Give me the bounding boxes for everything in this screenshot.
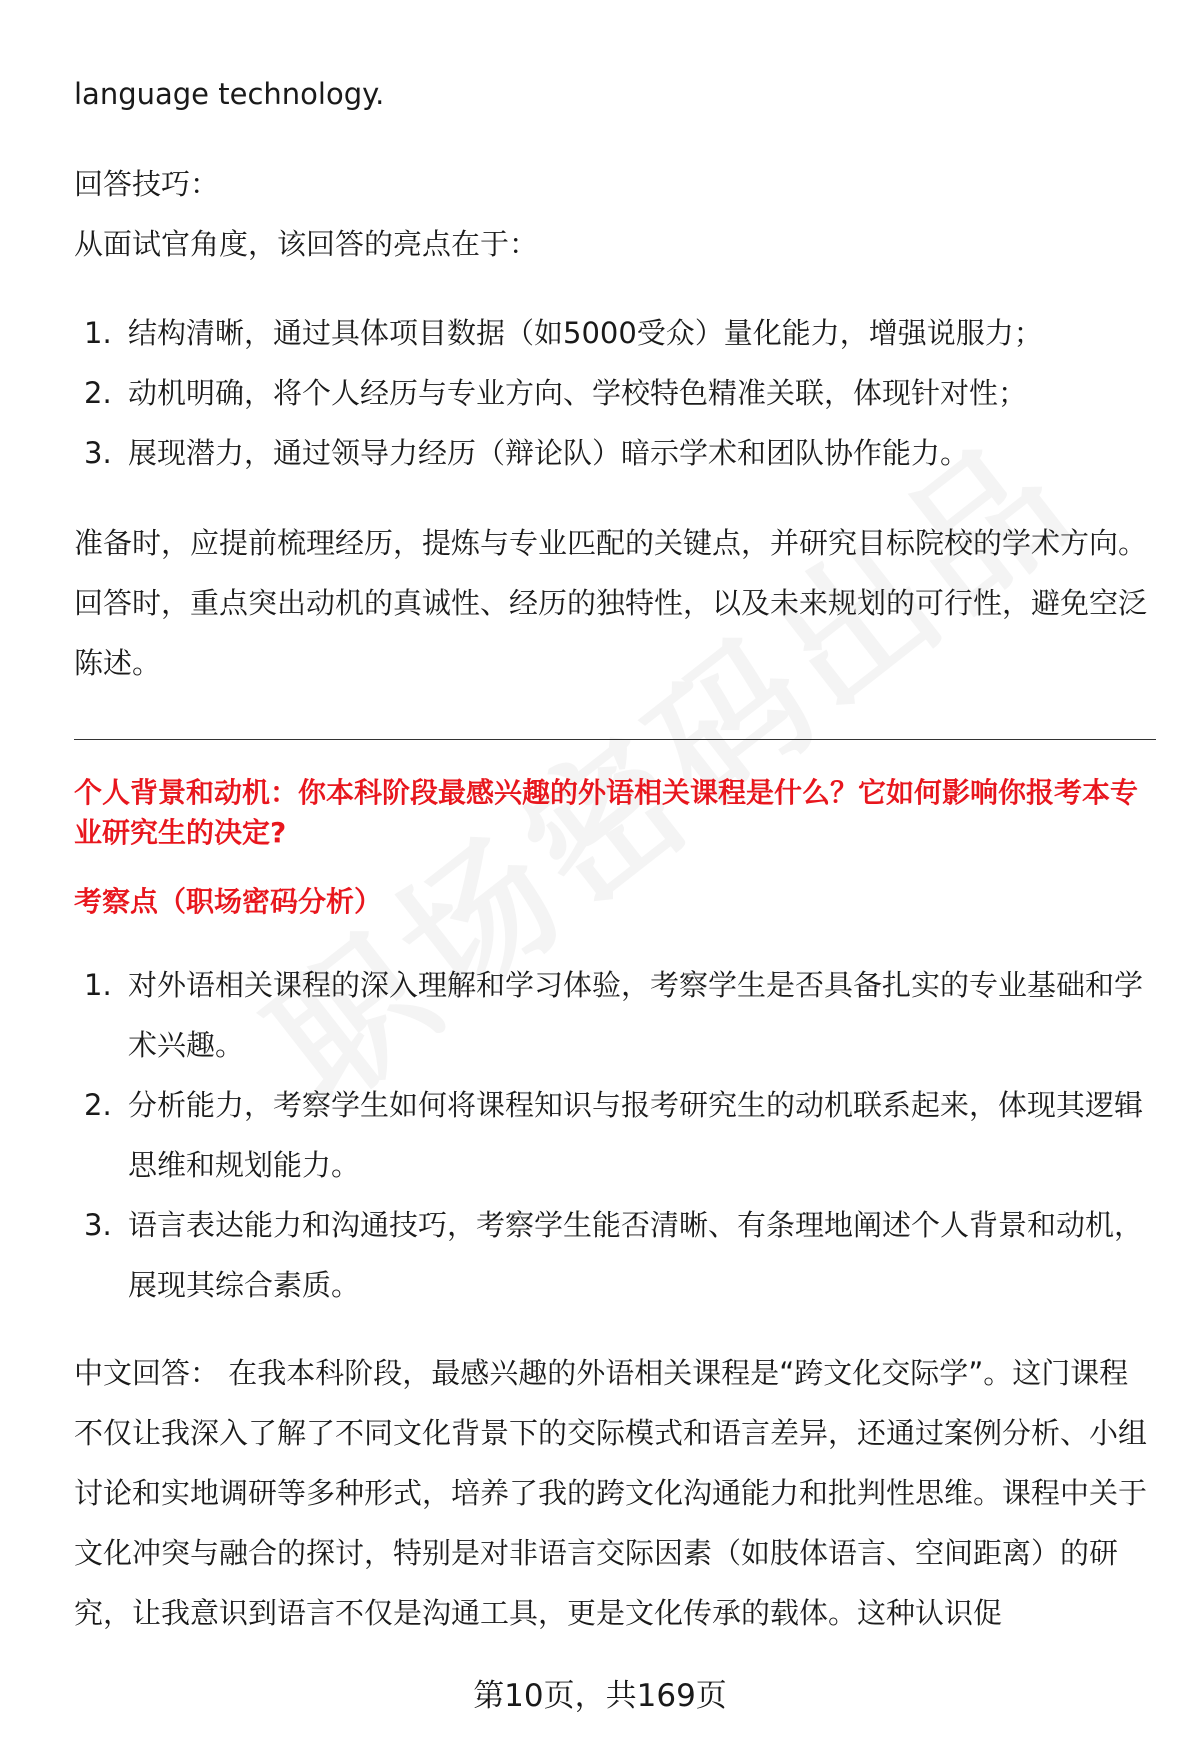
list-item: 2. 分析能力，考察学生如何将课程知识与报考研究生的动机联系起来，体现其逻辑思维和规划能力。 bbox=[84, 1088, 1144, 1182]
section-divider bbox=[74, 739, 1156, 740]
list-item: 1. 对外语相关课程的深入理解和学习体验，考察学生是否具备扎实的专业基础和学术兴趣。 bbox=[84, 968, 1144, 1062]
list-item: 3. 语言表达能力和沟通技巧，考察学生能否清晰、有条理地阐述个人背景和动机，展现其综合素质。 bbox=[84, 1208, 1144, 1302]
answer-text: 中文回答： 在我本科阶段，最感兴趣的外语相关课程是“跨文化交际学”。这门课程不仅让我深入了解了不同文化背景下的交际模式和语言差异，还通过案例分析、小组讨论和实地调研等多种形式，培养了我的跨文化沟通能力和批判性思维。课程中关于文化冲突与融合的探讨，特别是对非语言交际因素（如肢体语言、空间距离）的研究，让我意识到语言不仅是沟通工具，更是文化传承的载体。这种认识促 bbox=[74, 1356, 1148, 1630]
tips-advice: 准备时，应提前梳理经历，提炼与专业匹配的关键点，并研究目标院校的学术方向。回答时，重点突出动机的真诚性、经历的独特性，以及未来规划的可行性，避免空泛陈述。 bbox=[74, 526, 1148, 680]
tips-heading: 回答技巧： bbox=[74, 167, 220, 201]
focus-heading: 考察点（职场密码分析） bbox=[74, 885, 383, 918]
continued-text: language technology. bbox=[74, 77, 385, 111]
tips-intro: 从面试官角度，该回答的亮点在于： bbox=[74, 227, 539, 261]
list-item: 1. 结构清晰，通过具体项目数据（如5000受众）量化能力，增强说服力； bbox=[84, 316, 1043, 350]
tips-list bbox=[74, 303, 1154, 483]
list-item: 3. 展现潜力，通过领导力经历（辩论队）暗示学术和团队协作能力。 bbox=[84, 436, 970, 470]
question-title: 个人背景和动机：你本科阶段最感兴趣的外语相关课程是什么？它如何影响你报考本专业研究生的决定? bbox=[74, 776, 1139, 849]
list-item: 2. 动机明确，将个人经历与专业方向、学校特色精准关联，体现针对性； bbox=[84, 376, 1028, 410]
page-footer: 第10页，共169页 bbox=[473, 1678, 727, 1714]
focus-list bbox=[74, 955, 1154, 1315]
